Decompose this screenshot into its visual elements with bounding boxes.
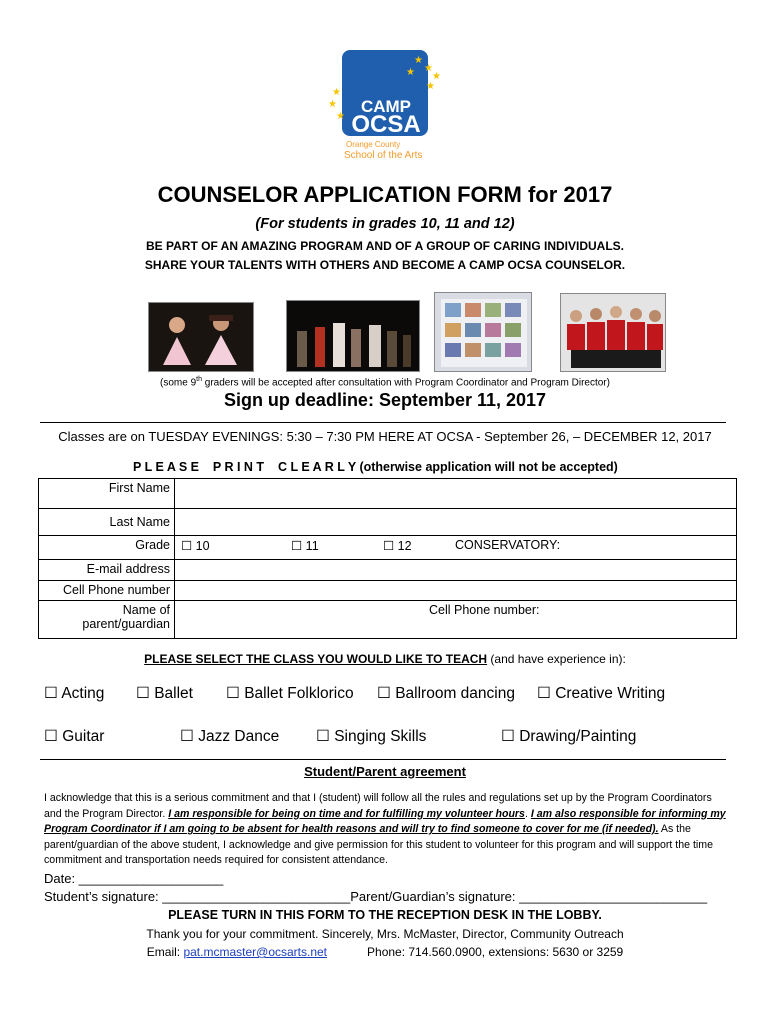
logo-ocsa-text: OCSA xyxy=(351,111,421,138)
logo-subtext-2: School of the Arts xyxy=(344,150,423,161)
grade-field xyxy=(175,536,737,560)
divider xyxy=(40,422,726,423)
class-schedule: Classes are on TUESDAY EVENINGS: 5:30 – 7:30 PM HERE AT OCSA - September 26, – DECEMBER 12, 2017 xyxy=(58,429,712,444)
email-field[interactable] xyxy=(175,560,737,581)
email-label: E-mail address xyxy=(39,560,175,581)
turn-in-instruction: PLEASE TURN IN THIS FORM TO THE RECEPTION DESK IN THE LOBBY. xyxy=(168,908,602,922)
star-icon: ★ xyxy=(328,99,337,110)
photo-stage-performance xyxy=(286,300,420,372)
first-name-field[interactable] xyxy=(175,479,737,509)
photo-art-display xyxy=(434,292,532,372)
class-option-ballet-folklorico[interactable]: ☐ Ballet Folklorico xyxy=(226,685,354,702)
class-option-creative-writing[interactable]: ☐ Creative Writing xyxy=(537,685,666,702)
camp-ocsa-logo xyxy=(326,50,444,166)
cell-phone-field[interactable] xyxy=(175,581,737,601)
parent-name-field[interactable] xyxy=(175,601,737,639)
grade-note: (some 9th graders will be accepted after consultation with Program Coordinator and Program Director) xyxy=(160,376,610,389)
page-subtitle: (For students in grades 10, 11 and 12) xyxy=(255,216,515,232)
thank-you-line: Thank you for your commitment. Sincerely, Mrs. McMaster, Director, Community Outreach xyxy=(146,927,624,941)
print-clearly-instruction: P L E A S E P R I N T C L E A R L Y (otherwise application will not be accepted) xyxy=(133,460,618,474)
class-option-drawing-painting[interactable]: ☐ Drawing/Painting xyxy=(501,728,637,745)
grade-label: Grade xyxy=(39,536,175,560)
star-icon: ★ xyxy=(414,55,423,66)
conservatory-label: CONSERVATORY: xyxy=(455,538,561,552)
date-line[interactable]: Date: ____________________ xyxy=(44,871,224,886)
logo-subtext-1: Orange County xyxy=(346,140,401,149)
cell-phone-label: Cell Phone number xyxy=(39,581,175,601)
star-icon: ★ xyxy=(426,81,435,92)
email-link[interactable]: pat.mcmaster@ocsarts.net xyxy=(183,945,328,959)
signup-deadline: Sign up deadline: September 11, 2017 xyxy=(223,390,547,410)
contact-line: Email: pat.mcmaster@ocsarts.net Phone: 714.560.0900, extensions: 5630 or 3259 xyxy=(146,945,624,959)
agreement-paragraph: I acknowledge that this is a serious commitment and that I (student) will follow all the rules and regulations set up by the Program Coordinators and the Program Director. I am responsible for being on time and for fulfilling my volunteer hours. I am also responsible for informing my Program Coordinator if I am going to be absent for health reasons and will try to find someone to cover for me (if needed). As the parent/guardian of the above student, I acknowledge and give permission for this student to volunteer for this program and will support the time commitment and transportation needs required for consistent attendance. xyxy=(44,792,726,866)
logo-camp-text: CAMP xyxy=(360,97,412,116)
photo-ballet-dancers xyxy=(148,302,254,372)
class-option-acting[interactable]: ☐ Acting xyxy=(44,685,105,702)
grade-11-checkbox[interactable]: ☐ 11 xyxy=(291,539,319,553)
class-option-singing-skills[interactable]: ☐ Singing Skills xyxy=(316,728,427,745)
class-option-ballroom-dancing[interactable]: ☐ Ballroom dancing xyxy=(377,685,515,702)
tagline-1: BE PART OF AN AMAZING PROGRAM AND OF A GROUP OF CARING INDIVIDUALS. xyxy=(146,239,624,253)
page-title: COUNSELOR APPLICATION FORM for 2017 xyxy=(157,182,613,207)
phone-text: Phone: 714.560.0900, extensions: 5630 or 3259 xyxy=(367,945,624,959)
grade-12-checkbox[interactable]: ☐ 12 xyxy=(383,539,412,553)
star-icon: ★ xyxy=(336,111,345,122)
divider xyxy=(40,759,726,760)
class-option-guitar[interactable]: ☐ Guitar xyxy=(44,728,105,745)
star-icon: ★ xyxy=(406,67,415,78)
signature-lines[interactable]: Student’s signature: __________________________Parent/Guardian’s signature: __________________________ xyxy=(44,889,708,904)
class-select-heading: PLEASE SELECT THE CLASS YOU WOULD LIKE TO TEACH (and have experience in): xyxy=(144,652,626,666)
application-form-table xyxy=(38,478,737,639)
class-option-ballet[interactable]: ☐ Ballet xyxy=(136,685,193,702)
photo-group-red-shirts xyxy=(560,293,666,372)
first-name-label: First Name xyxy=(39,479,175,509)
grade-10-checkbox[interactable]: ☐ 10 xyxy=(181,539,210,553)
last-name-field[interactable] xyxy=(175,509,737,536)
agreement-heading: Student/Parent agreement xyxy=(304,764,466,779)
tagline-2: SHARE YOUR TALENTS WITH OTHERS AND BECOME A CAMP OCSA COUNSELOR. xyxy=(144,258,626,272)
parent-cell-label: Cell Phone number: xyxy=(429,603,540,617)
parent-name-label: Name of parent/guardian xyxy=(39,601,175,639)
last-name-label: Last Name xyxy=(39,509,175,536)
star-icon: ★ xyxy=(332,87,341,98)
star-icon: ★ xyxy=(424,63,433,74)
class-option-jazz-dance[interactable]: ☐ Jazz Dance xyxy=(180,728,280,745)
star-icon: ★ xyxy=(432,71,441,82)
